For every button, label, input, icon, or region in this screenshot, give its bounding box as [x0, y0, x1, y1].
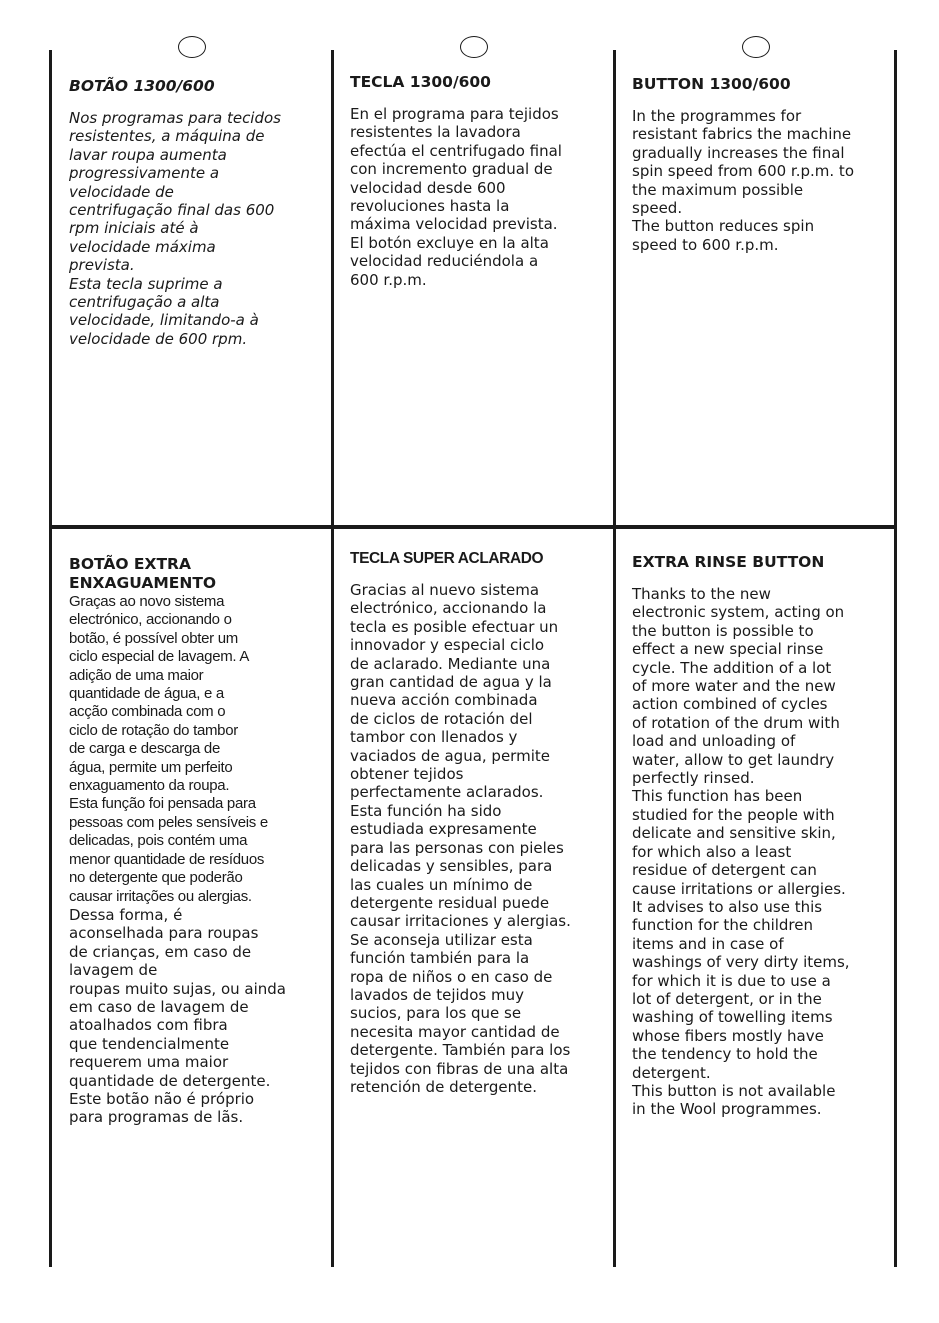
section-body-part-b: Dessa forma, é aconselhada para roupas de crianças, em caso de lavagem de roupas muito sujas, ou ainda em caso de lavagem de atoalhados com fibra que tendencialmente requerem uma maior quantidade de detergente. Este botão não é próprio para programas de lãs. [69, 905, 286, 1127]
section-en-extra-rinse [632, 553, 887, 1119]
section-body-part-a: Graças ao novo sistema electrónico, accionando o botão, é possível obter um ciclo especial de lavagem. A adição de uma maior quantidade de água, e a acção combinada com o ciclo de rotação do tambor de carga e descarga de água, permite um perfeito enxaguamento da roupa. Esta função foi pensada para pessoas com peles sensíveis e delicadas, pois contém uma menor quantidade de resíduos no detergente que poderão causar irritações ou alergias. [69, 593, 268, 905]
section-title: BOTÃO EXTRA ENXAGUAMENTO [69, 555, 217, 592]
section-body: In the programmes for resistant fabrics the machine gradually increases the final spin speed from 600 r.p.m. to the maximum possible speed. The button reduces spin speed to 600 r.p.m. [632, 107, 854, 254]
language-marker-en-icon [742, 36, 770, 58]
row-divider [50, 525, 897, 529]
column-divider-left [49, 50, 52, 1267]
section-body: Nos programas para tecidos resistentes, a máquina de lavar roupa aumenta progressivamente a velocidade de centrifugação final das 600 rpm iniciais até à velocidade máxima prevista. Esta tecla suprime a centrifugação a alta velocidade, limitando-a à velocidade de 600 rpm. [69, 109, 281, 348]
section-title: TECLA SUPER ACLARADO [350, 550, 544, 567]
section-title: EXTRA RINSE BUTTON [632, 553, 825, 571]
section-es-super-rinse [350, 549, 605, 1096]
language-marker-es-icon [460, 36, 488, 58]
section-body: En el programa para tejidos resistentes la lavadora efectúa el centrifugado final con incremento gradual de velocidad desde 600 revoluciones hasta la máxima velocidad prevista. El botón excluye en la alta velocidad reduciéndola a 600 r.p.m. [350, 105, 562, 289]
language-marker-pt-icon [178, 36, 206, 58]
section-title: BOTÃO 1300/600 [69, 77, 215, 95]
section-es-spin-button [350, 73, 600, 289]
column-divider-right [894, 50, 897, 1267]
section-en-spin-button [632, 75, 887, 254]
section-pt-spin-button [69, 77, 324, 348]
section-title: BUTTON 1300/600 [632, 75, 791, 93]
column-divider-center-left [331, 50, 334, 1267]
section-title: TECLA 1300/600 [350, 73, 491, 91]
section-pt-extra-rinse [69, 555, 324, 1127]
column-divider-center-right [613, 50, 616, 1267]
section-body: Gracias al nuevo sistema electrónico, accionando la tecla es posible efectuar un innovador y especial ciclo de aclarado. Mediante una gran cantidad de agua y la nueva acción combinada de ciclos de rotación del tambor con llenados y vaciados de agua, permite obtener tejidos perfectamente aclarados. Esta función ha sido estudiada expresamente para las personas con pieles delicadas y sensibles, para las cuales un mínimo de detergente residual puede causar irritaciones y alergias. Se aconseja utilizar esta función también para la ropa de niños o en caso de lavados de tejidos muy sucios, para los que se necesita mayor cantidad de detergente. También para los tejidos con fibras de una alta retención de detergente. [350, 581, 571, 1096]
section-body: Thanks to the new electronic system, acting on the button is possible to effect a new special rinse cycle. The addition of a lot of more water and the new action combined of cycles of rotation of the drum with load and unloading of water, allow to get laundry perfectly rinsed. This function has been studied for the people with delicate and sensitive skin, for which also a least residue of detergent can cause irritations or allergies. It advises to also use this function for the children items and in case of washings of very dirty items, for which it is due to use a lot of detergent, or in the washing of towelling items whose fibers mostly have the tendency to hold the detergent. This button is not available in the Wool programmes. [632, 585, 850, 1119]
